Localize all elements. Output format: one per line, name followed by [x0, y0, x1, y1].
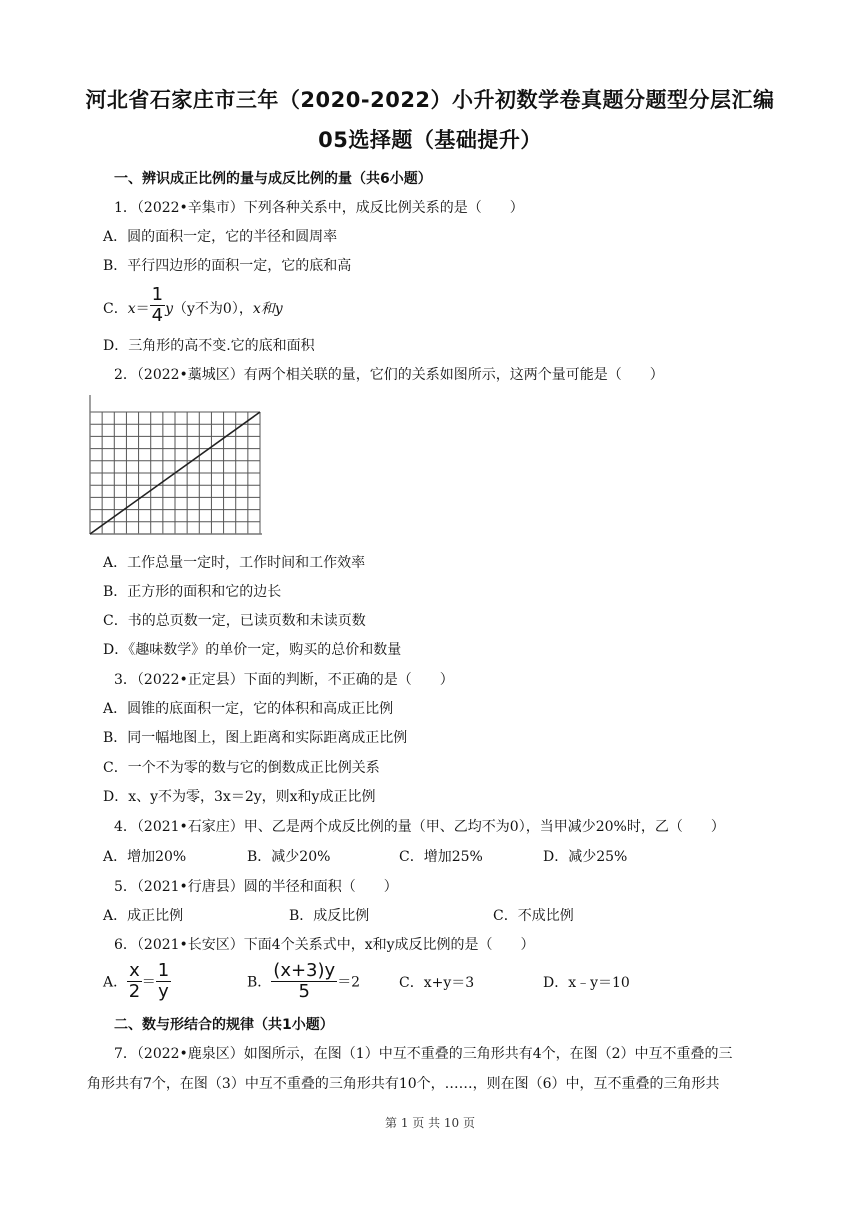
question-6-option-d: D．x﹣y＝10 — [543, 975, 630, 991]
fraction-numerator: (x+3)y — [273, 960, 336, 981]
question-7-line-2: 角形共有7个，在图（3）中互不重叠的三角形共有10个，……，则在图（6）中，互不重叠的三角形共 — [87, 1076, 720, 1092]
fraction-denominator: 5 — [298, 981, 310, 1002]
option-a-prefix: A． — [103, 974, 128, 991]
question-6-option-c: C．x+y＝3 — [399, 975, 475, 991]
section-heading-1: 一、辨识成正比例的量与成反比例的量（共6小题） — [114, 171, 432, 187]
question-3-option-c: C．一个不为零的数与它的倒数成正比例关系 — [103, 760, 380, 776]
question-4-stem: 4．（2021•石家庄）甲、乙是两个成反比例的量（甲、乙均不为0），当甲减少20%时，乙（ ） — [114, 819, 725, 835]
question-3-option-a: A．圆锥的底面积一定，它的体积和高成正比例 — [103, 701, 394, 717]
option-b-prefix: B． — [247, 974, 272, 991]
question-3-option-b: B．同一幅地图上，图上距离和实际距离成正比例 — [103, 730, 408, 746]
question-4-option-b: B．减少20% — [247, 849, 331, 865]
question-6-option-b — [247, 962, 360, 1001]
proportion-grid-graph — [86, 392, 266, 542]
question-5-option-a: A．成正比例 — [103, 908, 184, 924]
question-2-option-a: A．工作总量一定时，工作时间和工作效率 — [103, 555, 366, 571]
page-footer: 第 1 页 共 10 页 — [385, 1116, 475, 1130]
fraction-1-over-y — [156, 962, 171, 1001]
fraction-x-over-2 — [127, 962, 142, 1001]
question-4-option-a: A．增加20% — [103, 849, 187, 865]
fraction-numerator: 1 — [157, 960, 170, 981]
title-line-2: 05选择题（基础提升） — [318, 128, 542, 152]
question-2-option-c: C．书的总页数一定，已读页数和未读页数 — [103, 613, 366, 629]
question-7-line-1: 7．（2022•鹿泉区）如图所示，在图（1）中互不重叠的三角形共有4个，在图（2）中互不重叠的三 — [114, 1046, 733, 1062]
question-1-stem: 1．（2022•辛集市）下列各种关系中，成反比例关系的是（ ） — [114, 200, 524, 216]
option-c-prefix: C． — [103, 301, 128, 317]
question-6-stem: 6．（2021•长安区）下面4个关系式中，x和y成反比例的是（ ） — [114, 937, 535, 953]
question-3-stem: 3．（2022•正定县）下面的判断，不正确的是（ ） — [114, 672, 454, 688]
fraction-denominator: y — [158, 981, 169, 1002]
equals-sign: ＝ — [141, 974, 156, 991]
question-4-option-c: C．增加25% — [399, 849, 483, 865]
option-c-tail: x和y — [252, 301, 283, 317]
question-2-stem: 2．（2022•藁城区）有两个相关联的量，它们的关系如图所示，这两个量可能是（ ） — [114, 367, 664, 383]
question-5-option-b: B．成反比例 — [289, 908, 370, 924]
fraction-denominator: 4 — [151, 305, 164, 326]
question-3-option-d: D．x、y不为零，3x＝2y，则x和y成正比例 — [103, 789, 376, 805]
option-c-note: （y不为0）， — [173, 301, 253, 317]
fraction-expression — [271, 962, 337, 1001]
equals-sign: ＝ — [135, 301, 150, 317]
var-x: x — [127, 301, 136, 317]
title-line-1: 河北省石家庄市三年（2020-2022）小升初数学卷真题分题型分层汇编 — [85, 88, 775, 112]
question-2-option-b: B．正方形的面积和它的边长 — [103, 584, 282, 600]
question-5-option-c: C．不成比例 — [493, 908, 574, 924]
fraction-denominator: 2 — [128, 981, 141, 1002]
question-1-option-b: B．平行四边形的面积一定，它的底和高 — [103, 258, 352, 274]
question-6-option-a — [103, 962, 171, 1001]
section-heading-2: 二、数与形结合的规律（共1小题） — [114, 1017, 334, 1033]
question-1-option-a: A．圆的面积一定，它的半径和圆周率 — [103, 229, 338, 245]
question-2-option-d: D．《趣味数学》的单价一定，购买的总价和数量 — [103, 642, 402, 658]
question-1-option-c — [103, 286, 283, 325]
question-5-stem: 5．（2021•行唐县）圆的半径和面积（ ） — [114, 879, 398, 895]
question-4-option-d: D．减少25% — [543, 849, 628, 865]
fraction-numerator: 1 — [151, 284, 164, 305]
fraction-numerator: x — [129, 960, 140, 981]
var-y: y — [165, 301, 173, 317]
option-b-tail: ＝2 — [337, 974, 361, 991]
question-1-option-d: D．三角形的高不变.它的底和面积 — [103, 338, 315, 354]
fraction-one-quarter — [150, 286, 165, 325]
